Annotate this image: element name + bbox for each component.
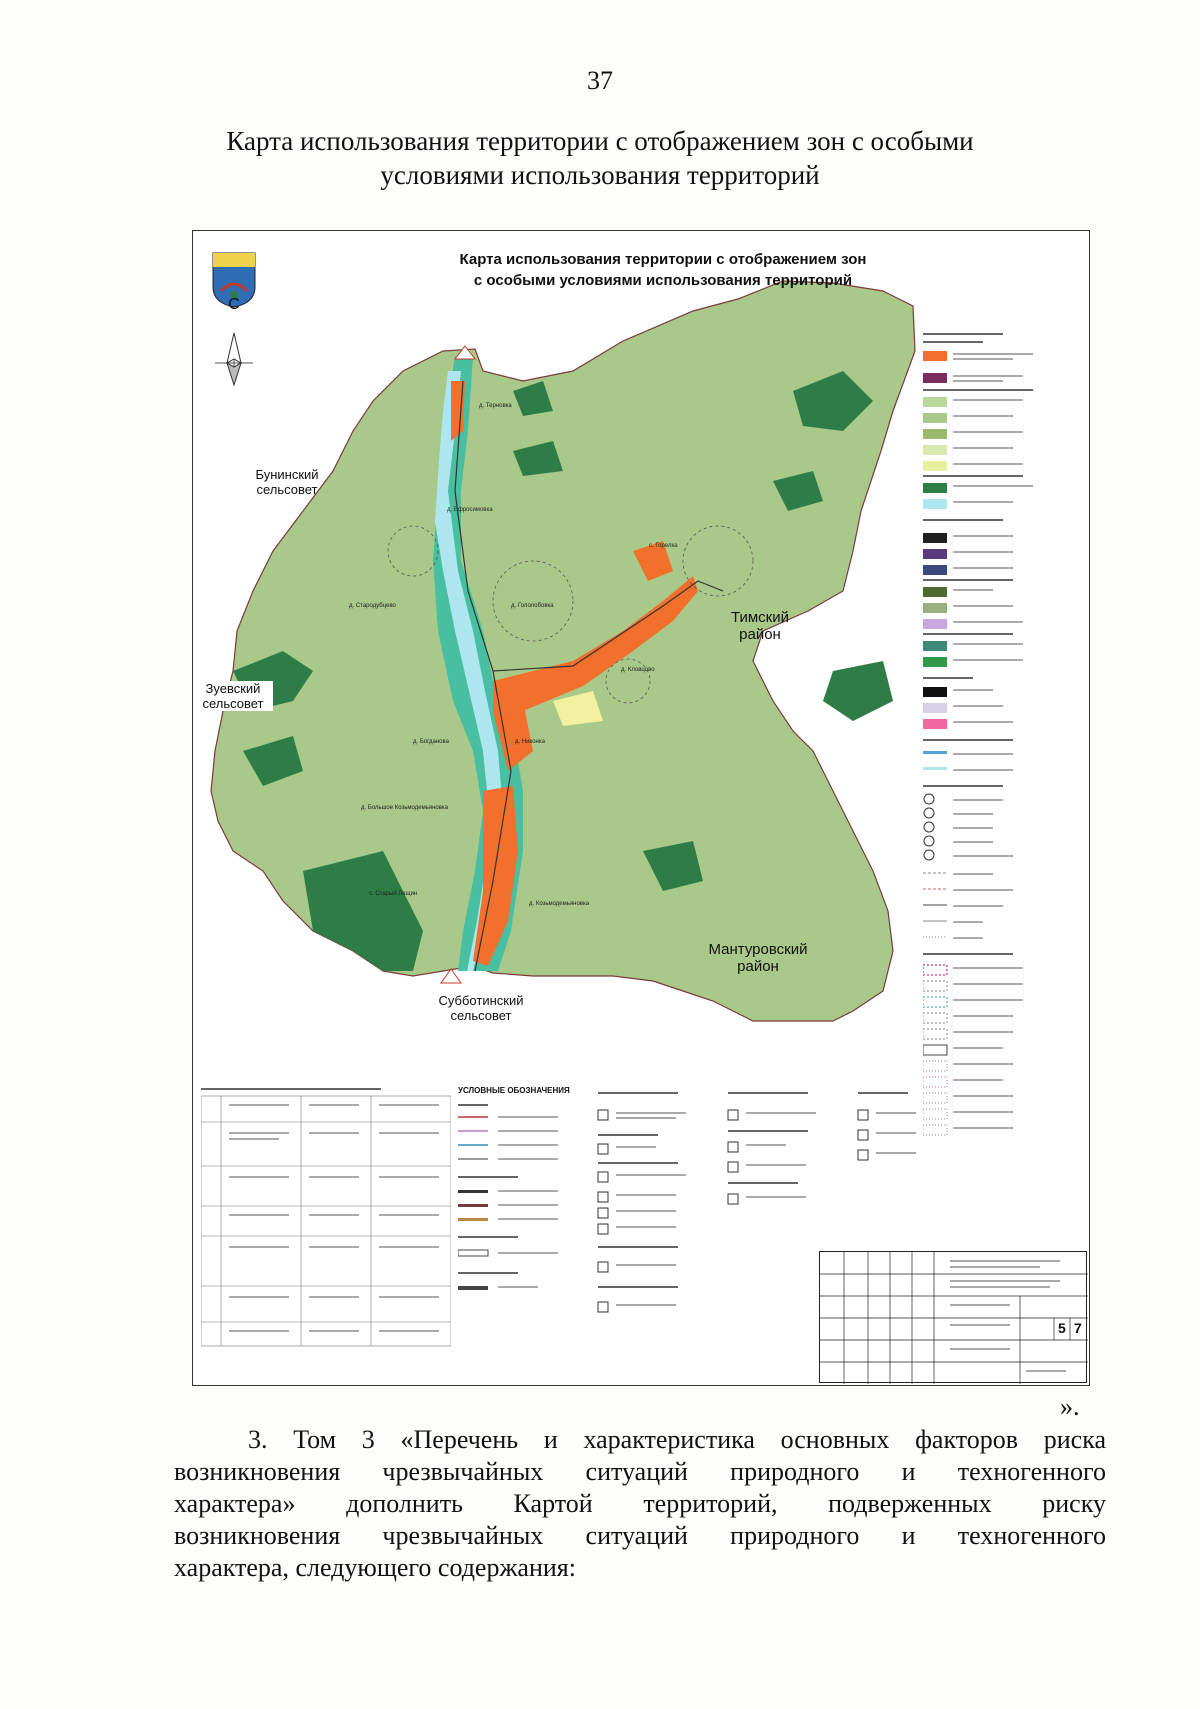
body-paragraph	[174, 1424, 1106, 1584]
map-figure	[192, 230, 1090, 1386]
map-title	[313, 249, 1013, 291]
paragraph-line: характера» дополнить Картой территорий, подверженных риску	[174, 1489, 1106, 1518]
village-label: с. Старый Лещин	[369, 891, 418, 897]
north-arrow-icon	[211, 319, 257, 389]
region-label-subbotino-line-2: сельсовет	[450, 1008, 512, 1023]
region-label-tim-line-1: Тимский	[730, 609, 789, 626]
village-label: д. Гололобовка	[511, 603, 554, 609]
map-title-line-2: с особыми условиями использования территорий	[473, 272, 853, 289]
region-label-tim-line-2: район	[739, 626, 781, 643]
page-number: 37	[587, 66, 613, 95]
region-label-manturovo-line-1: Мантуровский	[708, 941, 808, 958]
village-label: д. Козьмодемьяновка	[529, 901, 590, 907]
map-title-line-1: Карта использования территории с отображением зон	[459, 251, 867, 268]
village-label: д. Ефросимовка	[447, 507, 493, 513]
title-block-grid	[820, 1252, 1088, 1384]
village-label: д. Большое Козьмодемьяновка	[361, 805, 448, 811]
region-label-subbotino	[421, 993, 541, 1023]
title-block-stamp	[819, 1251, 1087, 1383]
paragraph-line: 3. Том 3 «Перечень и характеристика основных факторов риска	[248, 1425, 1106, 1454]
village-label: д. Терновка	[479, 403, 512, 409]
map-legend-right	[923, 333, 1083, 1153]
document-heading	[150, 124, 1050, 192]
legend-title: УСЛОВНЫЕ ОБОЗНАЧЕНИЯ	[458, 1086, 570, 1095]
region-label-manturovo	[693, 941, 823, 975]
region-label-zuevo-line-1: Зуевский	[205, 681, 261, 696]
paragraph-line: возникновения чрезвычайных ситуаций природного и техногенного	[174, 1457, 1106, 1486]
forest-area-east	[823, 661, 893, 721]
cultural-heritage-table	[201, 1086, 451, 1356]
compass-north-letter: С	[228, 296, 240, 313]
document-heading-line-2: условиями использования территорий	[380, 160, 820, 190]
region-label-bunino	[237, 467, 337, 497]
region-label-bunino-line-1: Бунинский	[255, 467, 319, 482]
region-label-manturovo-line-2: район	[737, 958, 779, 975]
village-label: д. Никонка	[515, 739, 545, 745]
closing-quote: ».	[1060, 1392, 1080, 1421]
village-label: д. Богданова	[413, 739, 449, 745]
document-heading-line-1: Карта использования территории с отображением зон с особыми	[226, 126, 974, 156]
village-label: д. Кловцово	[621, 667, 655, 673]
region-label-bunino-line-2: сельсовет	[256, 482, 318, 497]
region-label-subbotino-line-1: Субботинский	[438, 993, 524, 1008]
village-label: д. Стародубцево	[349, 603, 396, 609]
region-label-tim	[715, 609, 805, 643]
sheet-total: 7	[1074, 1320, 1082, 1336]
region-label-zuevo-line-2: сельсовет	[202, 696, 264, 711]
paragraph-line: характера, следующего содержания:	[174, 1553, 576, 1582]
region-label-zuevo	[193, 681, 273, 711]
village-label: с. Горелка	[649, 543, 678, 549]
sheet-number: 5	[1058, 1320, 1066, 1336]
paragraph-line: возникновения чрезвычайных ситуаций природного и техногенного	[174, 1521, 1106, 1550]
